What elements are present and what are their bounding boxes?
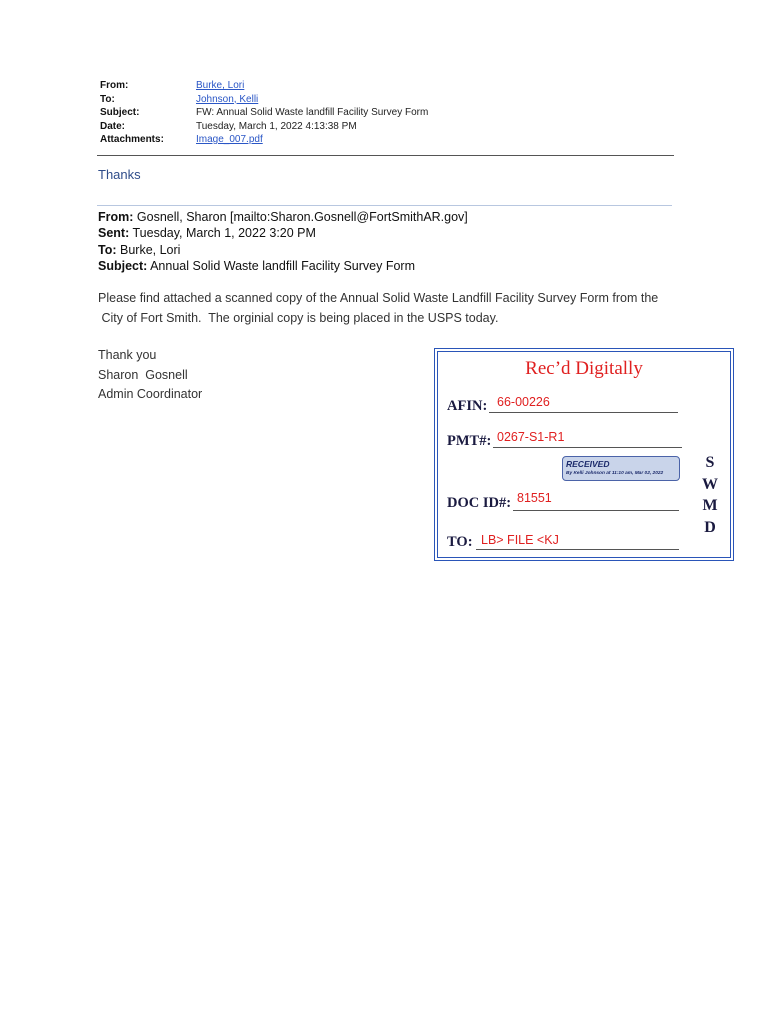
afin-label: AFIN: [447,398,488,414]
fwd-to-row [98,242,468,258]
from-link[interactable]: Burke, Lori [196,80,245,91]
signature [98,346,202,405]
doc-id-value: 81551 [517,491,552,505]
signature-line-1: Thank you [98,348,157,362]
header-from-row [100,79,675,93]
attachment-link[interactable]: Image_007.pdf [196,134,263,145]
fwd-from-value: Gosnell, Sharon [mailto:Sharon.Gosnell@FortSmithAR.gov] [133,210,468,224]
to-label-stamp: TO: [447,534,473,550]
swmd-letters [701,452,719,538]
fwd-sent-label: Sent: [98,226,130,241]
header-attachments-row [100,133,675,147]
fwd-to-label: To: [98,242,117,257]
header-divider [97,155,674,156]
date-label: Date: [100,120,126,132]
afin-line [489,412,678,413]
message-body [98,288,698,328]
signature-line-3: Admin Coordinator [98,387,203,401]
date-value: Tuesday, March 1, 2022 4:13:38 PM [196,120,357,132]
received-title: RECEIVED [566,459,610,469]
from-label: From: [100,80,129,91]
signature-line-2: Sharon Gosnell [98,367,188,382]
pmt-label: PMT#: [447,433,492,449]
fwd-from-label: From: [98,210,134,224]
header-date-row [100,120,675,134]
to-link[interactable]: Johnson, Kelli [196,93,259,105]
fwd-subject-label: Subject: [98,258,148,273]
doc-id-line [513,510,679,511]
swmd-letter-w: W [702,475,718,493]
header-subject-row [100,106,675,120]
swmd-letter-s: S [705,454,715,471]
to-value: LB> FILE <KJ [481,533,559,547]
fwd-sent-row [98,225,468,241]
email-header [100,79,675,147]
swmd-letter-d: D [704,518,716,536]
pmt-line [493,447,682,448]
swmd-letter-m: M [702,497,718,514]
fwd-sent-value: Tuesday, March 1, 2022 3:20 PM [129,226,316,241]
attachments-label: Attachments: [100,134,164,145]
body-line-2: City of Fort Smith. The orginial copy is being placed in the USPS today. [98,311,499,325]
doc-id-label: DOC ID#: [447,495,512,511]
fwd-to-value: Burke, Lori [116,242,181,257]
fwd-from-row [98,209,468,225]
reply-text: Thanks [98,167,141,182]
stamp-title: Rec’d Digitally [525,358,643,379]
subject-value: FW: Annual Solid Waste landfill Facility Survey Form [196,107,429,118]
to-label: To: [100,93,115,105]
afin-value: 66-00226 [497,395,550,409]
received-badge [562,456,680,481]
forward-divider [97,205,672,206]
forwarded-header [98,209,468,274]
body-line-1: Please find attached a scanned copy of the Annual Solid Waste Landfill Facility Survey Form from the [98,291,659,305]
fwd-subject-row [98,258,468,274]
received-subtitle: By Kelli Johnson at 11:10 am, Mar 02, 2022 [566,471,664,476]
header-to-row [100,93,675,107]
to-line [476,549,679,550]
received-stamp [434,348,734,561]
fwd-subject-value: Annual Solid Waste landfill Facility Survey Form [147,258,416,273]
subject-label: Subject: [100,107,140,118]
pmt-value: 0267-S1-R1 [497,430,565,444]
